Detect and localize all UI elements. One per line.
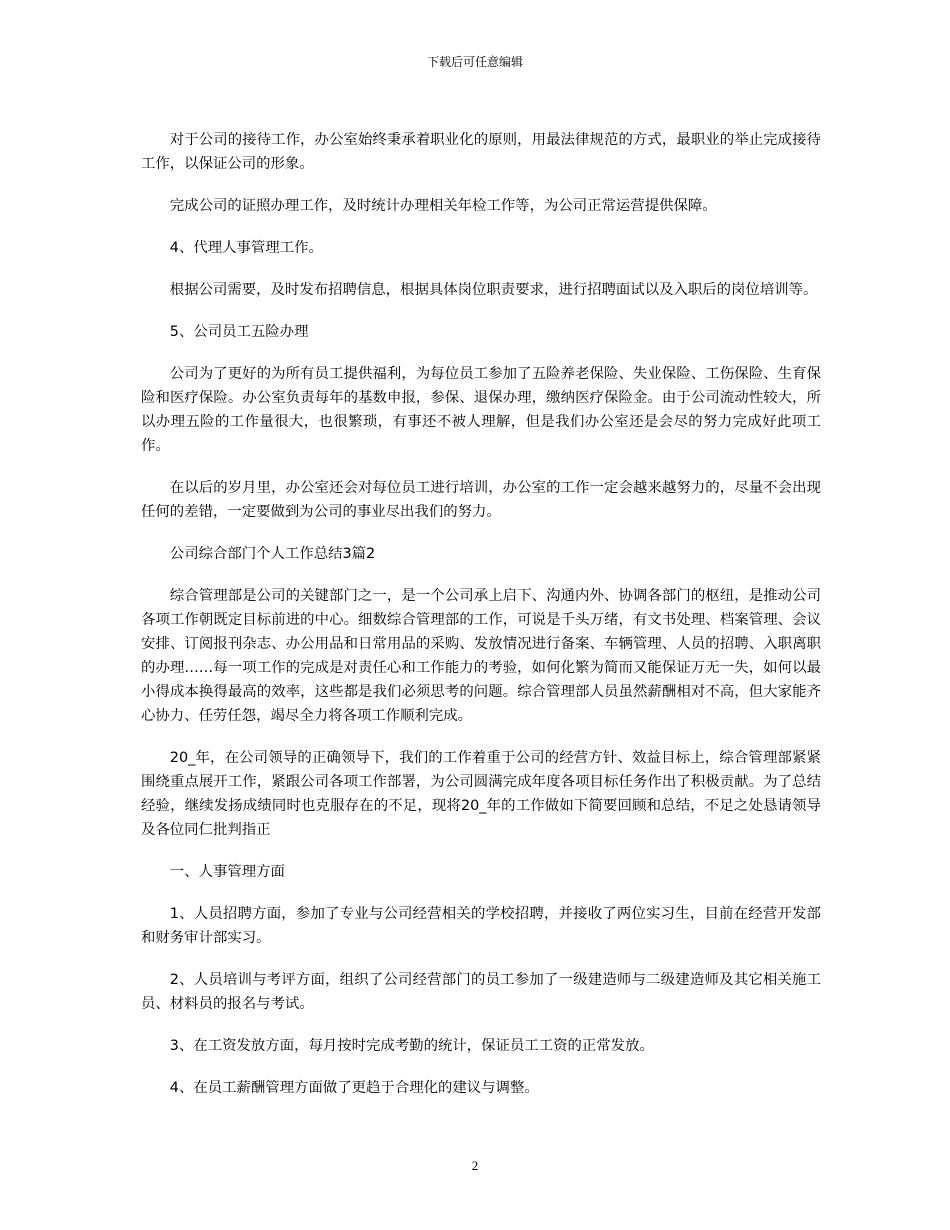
document-body <box>141 128 821 1118</box>
page-number: 2 <box>471 1158 479 1173</box>
list-item-payroll: 3、在工资发放方面，每月按时完成考勤的统计，保证员工工资的正常发放。 <box>169 1038 654 1054</box>
header-note: 下载后可任意编辑 <box>426 55 523 69</box>
paragraph-annual-review: 20_年，在公司领导的正确领导下，我们的工作着重于公司的经营方针、效益目标上，综合管理部紧紧围绕重点展开工作，紧跟公司各项工作部署，为公司圆满完成年度各项目标任务作出了积极贡献。为了总结经验，继续发扬成绩同时也克服存在的不足，现将20_年的工作做如下简要回顾和总结，不足之处恳请领导及各位同仁批判指正 <box>141 750 821 838</box>
paragraph-future-training: 在以后的岁月里，办公室还会对每位员工进行培训，办公室的工作一定会越来越努力的，尽量不会出现任何的差错，一定要做到为公司的事业尽出我们的努力。 <box>141 480 821 520</box>
list-item-training: 2、人员培训与考评方面，组织了公司经营部门的员工参加了一级建造师与二级建造师及其它相关施工员、材料员的报名与考试。 <box>141 972 821 1012</box>
article-subtitle: 公司综合部门个人工作总结3篇2 <box>169 546 376 562</box>
paragraph-reception-work: 对于公司的接待工作，办公室始终秉承着职业化的原则，用最法律规范的方式，最职业的举止完成接待工作，以保证公司的形象。 <box>141 132 821 172</box>
paragraph-license-handling: 完成公司的证照办理工作，及时统计办理相关年检工作等，为公司正常运营提供保障。 <box>169 198 717 214</box>
paragraph-recruitment: 根据公司需要，及时发布招聘信息，根据具体岗位职责要求，进行招聘面试以及入职后的岗位培训等。 <box>169 282 818 298</box>
paragraph-insurance: 公司为了更好的为所有员工提供福利，为每位员工参加了五险养老保险、失业保险、工伤保险、生育保险和医疗保险。办公室负责每年的基数申报，参保、退保办理，缴纳医疗保险金。由于公司流动性较大，所以办理五险的工作量很大，也很繁琐，有事还不被人理解，但是我们办公室还是会尽的努力完成好此项工作。 <box>141 366 821 454</box>
list-item-compensation: 4、在员工薪酬管理方面做了更趋于合理化的建议与调整。 <box>169 1080 539 1096</box>
section-heading-insurance: 5、公司员工五险办理 <box>169 324 309 340</box>
section-heading-hr-agency: 4、代理人事管理工作。 <box>169 240 323 256</box>
section-heading-personnel: 一、人事管理方面 <box>169 864 285 880</box>
paragraph-department-intro: 综合管理部是公司的关键部门之一，是一个公司承上启下、沟通内外、协调各部门的枢纽，是推动公司各项工作朝既定目标前进的中心。细数综合管理部的工作，可说是千头万绪，有文书处理、档案管理、会议安排、订阅报刊杂志、办公用品和日常用品的采购、发放情况进行备案、车辆管理、人员的招聘、入职离职的办理……每一项工作的完成是对责任心和工作能力的考验，如何化繁为简而又能保证万无一失，如何以最小得成本换得最高的效率，这些都是我们必须思考的问题。综合管理部人员虽然薪酬相对不高，但大家能齐心协力、任劳任怨，竭尽全力将各项工作顺利完成。 <box>141 588 821 724</box>
list-item-hiring: 1、人员招聘方面，参加了专业与公司经营相关的学校招聘，并接收了两位实习生，目前在经营开发部和财务审计部实习。 <box>141 906 821 946</box>
